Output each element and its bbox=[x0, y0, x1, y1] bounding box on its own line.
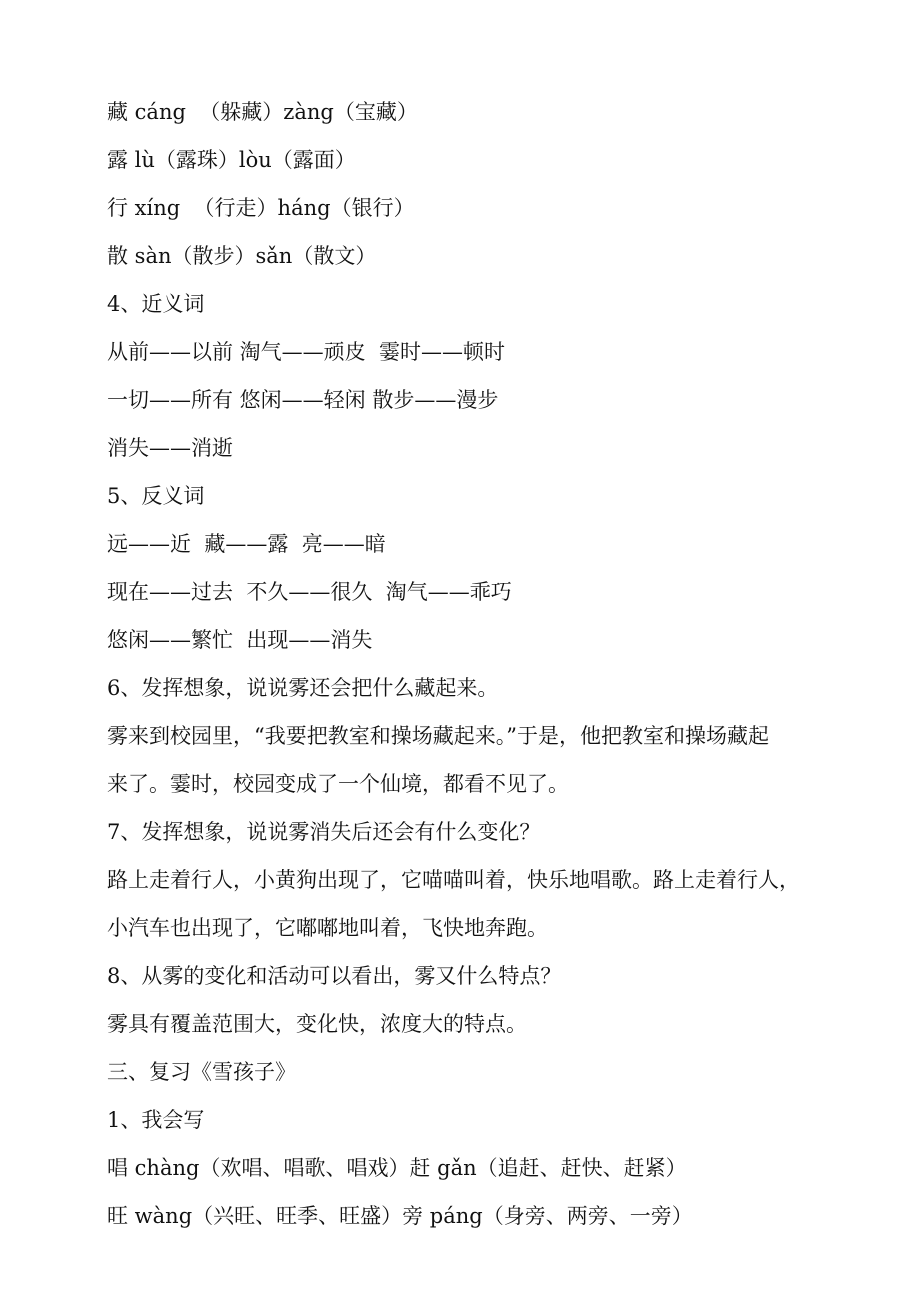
polyphone-xing-line: 行 xíng （行走）háng（银行） bbox=[107, 196, 415, 220]
writing-heading: 1、我会写 bbox=[107, 1108, 205, 1132]
section-3-heading: 三、复习《雪孩子》 bbox=[107, 1060, 296, 1084]
writing-line-2: 旺 wàng（兴旺、旺季、旺盛）旁 páng（身旁、两旁、一旁） bbox=[107, 1204, 693, 1228]
synonyms-heading: 4、近义词 bbox=[107, 292, 205, 316]
antonyms-heading: 5、反义词 bbox=[107, 484, 205, 508]
polyphone-san-line: 散 sàn（散步）sǎn（散文） bbox=[107, 244, 377, 268]
antonyms-line-2: 现在——过去 不久——很久 淘气——乖巧 bbox=[107, 580, 512, 604]
synonyms-line-2: 一切——所有 悠闲——轻闲 散步——漫步 bbox=[107, 388, 499, 412]
answer-8-line: 雾具有覆盖范围大，变化快，浓度大的特点。 bbox=[107, 1012, 527, 1036]
writing-line-1: 唱 chàng（欢唱、唱歌、唱戏）赶 gǎn（追赶、赶快、赶紧） bbox=[107, 1156, 687, 1180]
document-body bbox=[107, 88, 827, 1240]
answer-6-line-1: 雾来到校园里，“我要把教室和操场藏起来。”于是，他把教室和操场藏起 bbox=[107, 724, 769, 748]
answer-6-line-2: 来了。霎时，校园变成了一个仙境，都看不见了。 bbox=[107, 772, 569, 796]
answer-7-line-1: 路上走着行人，小黄狗出现了，它喵喵叫着，快乐地唱歌。路上走着行人， bbox=[107, 868, 800, 892]
polyphone-lu-line: 露 lù（露珠）lòu（露面） bbox=[107, 148, 356, 172]
antonyms-line-1: 远——近 藏——露 亮——暗 bbox=[107, 532, 386, 556]
synonyms-line-1: 从前——以前 淘气——顽皮 霎时——顿时 bbox=[107, 340, 506, 364]
antonyms-line-3: 悠闲——繁忙 出现——消失 bbox=[107, 628, 373, 652]
question-7-heading: 7、发挥想象，说说雾消失后还会有什么变化？ bbox=[107, 820, 541, 844]
answer-7-line-2: 小汽车也出现了，它嘟嘟地叫着，飞快地奔跑。 bbox=[107, 916, 548, 940]
synonyms-line-3: 消失——消逝 bbox=[107, 436, 233, 460]
question-8-heading: 8、从雾的变化和活动可以看出，雾又什么特点？ bbox=[107, 964, 562, 988]
question-6-heading: 6、发挥想象，说说雾还会把什么藏起来。 bbox=[107, 676, 499, 700]
polyphone-cang-line: 藏 cáng （躲藏）zàng（宝藏） bbox=[107, 100, 418, 124]
